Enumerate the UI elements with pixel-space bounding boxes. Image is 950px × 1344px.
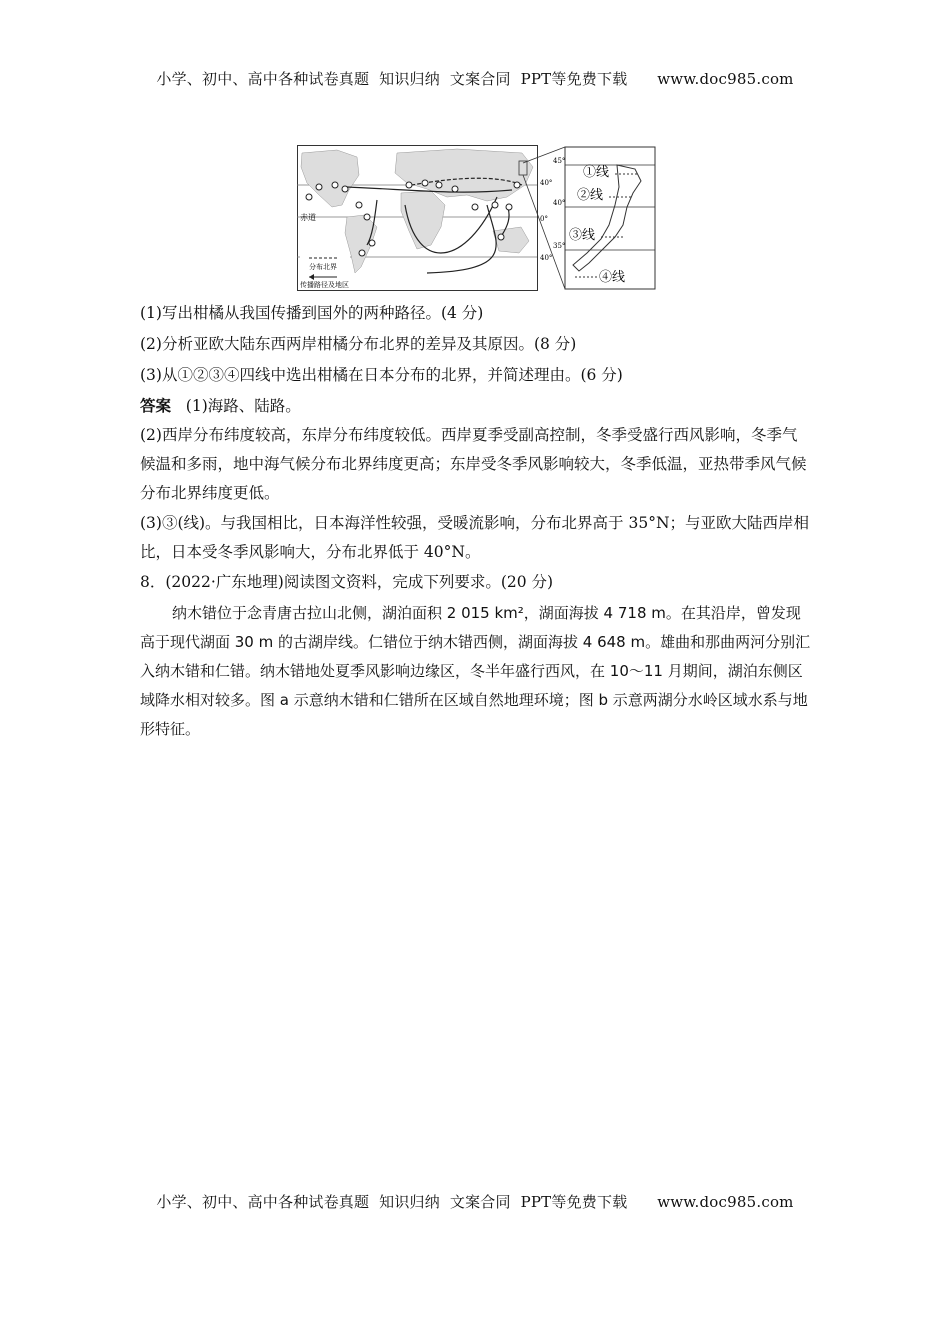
answer-3: (3)③(线)。与我国相比，日本海洋性较强，受暖流影响，分布北界高于 35°N；与亚欧大陆西岸相比，日本受冬季风影响大，分布北界低于 40°N。 (140, 514, 810, 561)
page-header: 小学、初中、高中各种试卷真题 知识归纳 文案合同 PPT等免费下载 www.doc985.com (156, 70, 794, 88)
line-2-label: ②线 (577, 188, 604, 203)
question-2: (2)分析亚欧大陆东西两岸柑橘分布北界的差异及其原因。(8 分) (140, 335, 577, 353)
line-4-label: ④线 (599, 270, 626, 285)
equator-label: 赤道 (300, 213, 316, 222)
question-1: (1)写出柑橘从我国传播到国外的两种路径。(4 分) (140, 304, 484, 322)
citrus-map-svg (297, 145, 659, 291)
question-3: (3)从①②③④四线中选出柑橘在日本分布的北界，并简述理由。(6 分) (140, 366, 623, 384)
answer-2: (2)西岸分布纬度较高，东岸分布纬度较低。西岸夏季受副高控制，冬季受盛行西风影响，冬季气候温和多雨，地中海气候分布北界纬度更高；东岸受冬季风影响较大，冬季低温，亚热带季风气候分布北界纬度更低。 (140, 426, 807, 502)
inset-lat-35: 35° (553, 242, 566, 250)
line-3-label: ③线 (569, 228, 596, 243)
citrus-map-figure (297, 145, 659, 295)
inset-lat-45: 45° (553, 157, 566, 165)
inset-lat-40: 40° (553, 199, 566, 207)
answer-line-1 (140, 394, 301, 416)
legend-path-label: 传播路径及地区 (300, 281, 349, 289)
legend-boundary-label: 分布北界 (309, 263, 337, 271)
lat-label-40n: 40° (540, 179, 553, 187)
line-1-label: ①线 (583, 165, 610, 180)
lat-label-40s: 40° (540, 254, 553, 262)
question-8-text: 纳木错位于念青唐古拉山北侧，湖泊面积 2 015 km²，湖面海拔 4 718 m。在其沿岸，曾发现高于现代湖面 30 m 的古湖岸线。仁错位于纳木错西侧，湖面海拔 4 648 m。雄曲和那曲两河分别汇入纳木错和仁错。纳木错地处夏季风影响边缘区，冬半年盛行西风，在 10～11 月期间，湖泊东侧区域降水相对较多。图 a 示意纳木错和仁错所在区域自然地理环境；图 b 示意两湖分水岭区域水系与地形特征。 (140, 604, 811, 738)
japan-inset-frame (565, 147, 655, 289)
lat-label-0: 0° (540, 215, 548, 223)
question-8-title: 8．(2022·广东地理)阅读图文资料，完成下列要求。(20 分) (140, 573, 554, 591)
answer-1: (1)海路、陆路。 (185, 397, 301, 415)
page-footer: 小学、初中、高中各种试卷真题 知识归纳 文案合同 PPT等免费下载 www.doc985.com (156, 1193, 794, 1211)
answer-label: 答案 (140, 396, 172, 415)
